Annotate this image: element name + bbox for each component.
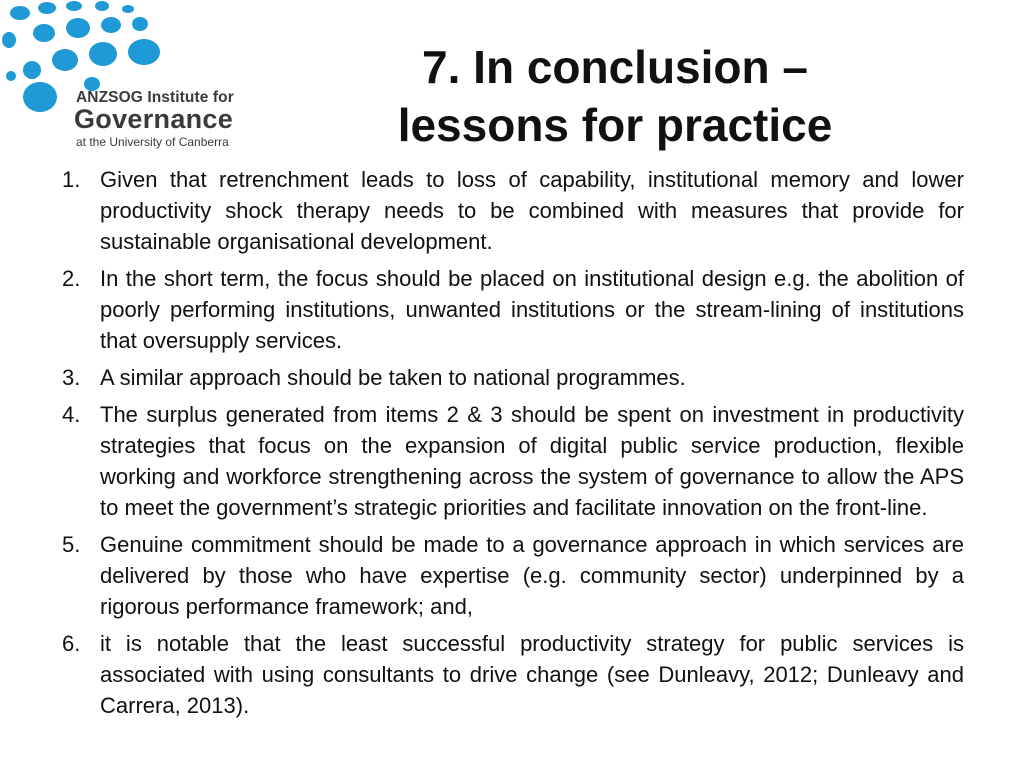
anzsog-logo (0, 0, 260, 160)
list-item (62, 529, 964, 622)
list-item (62, 399, 964, 523)
slide-title-line2: lessons for practice (397, 99, 833, 151)
list-item (62, 362, 964, 393)
list-item (62, 164, 964, 257)
item-text: Genuine commitment should be made to a governance approach in which services are delivered by those who have expertise (e.g. community sector) underpinned by a rigorous performance framework; and, (100, 532, 964, 619)
item-number: 3. (62, 365, 81, 390)
item-number: 2. (62, 266, 81, 291)
logo-line2: Governance (74, 104, 234, 134)
list-item (62, 628, 964, 721)
item-number: 4. (62, 402, 81, 427)
item-text: In the short term, the focus should be placed on institutional design e.g. the abolition of poorly performing institutions, unwanted institutions or the stream-lining of institutions that oversupply services. (100, 266, 964, 353)
item-text: A similar approach should be taken to national programmes. (100, 365, 686, 390)
list-item (62, 263, 964, 356)
item-text: it is notable that the least successful productivity strategy for public services is associated with using consultants to drive change (see Dunleavy, 2012; Dunleavy and Carrera, 2013). (100, 631, 964, 718)
slide-title-line1: 7. In conclusion – (422, 41, 808, 93)
item-number: 6. (62, 631, 81, 656)
item-text: The surplus generated from items 2 & 3 should be spent on investment in productivity strategies that focus on the expansion of digital public service production, flexible working and workforce strengthening across the system of governance to allow the APS to meet the government’s strategic priorities and facilitate innovation on the front-line. (100, 402, 964, 520)
logo-line3: at the University of Canberra (76, 135, 229, 149)
item-text: Given that retrenchment leads to loss of capability, institutional memory and lower productivity shock therapy needs to be combined with measures that provide for sustainable organisational development. (100, 167, 964, 254)
lessons-list (62, 164, 964, 727)
item-number: 5. (62, 532, 81, 557)
slide-title (300, 38, 930, 154)
item-number: 1. (62, 167, 81, 192)
logo-line1: ANZSOG Institute for (76, 89, 234, 106)
